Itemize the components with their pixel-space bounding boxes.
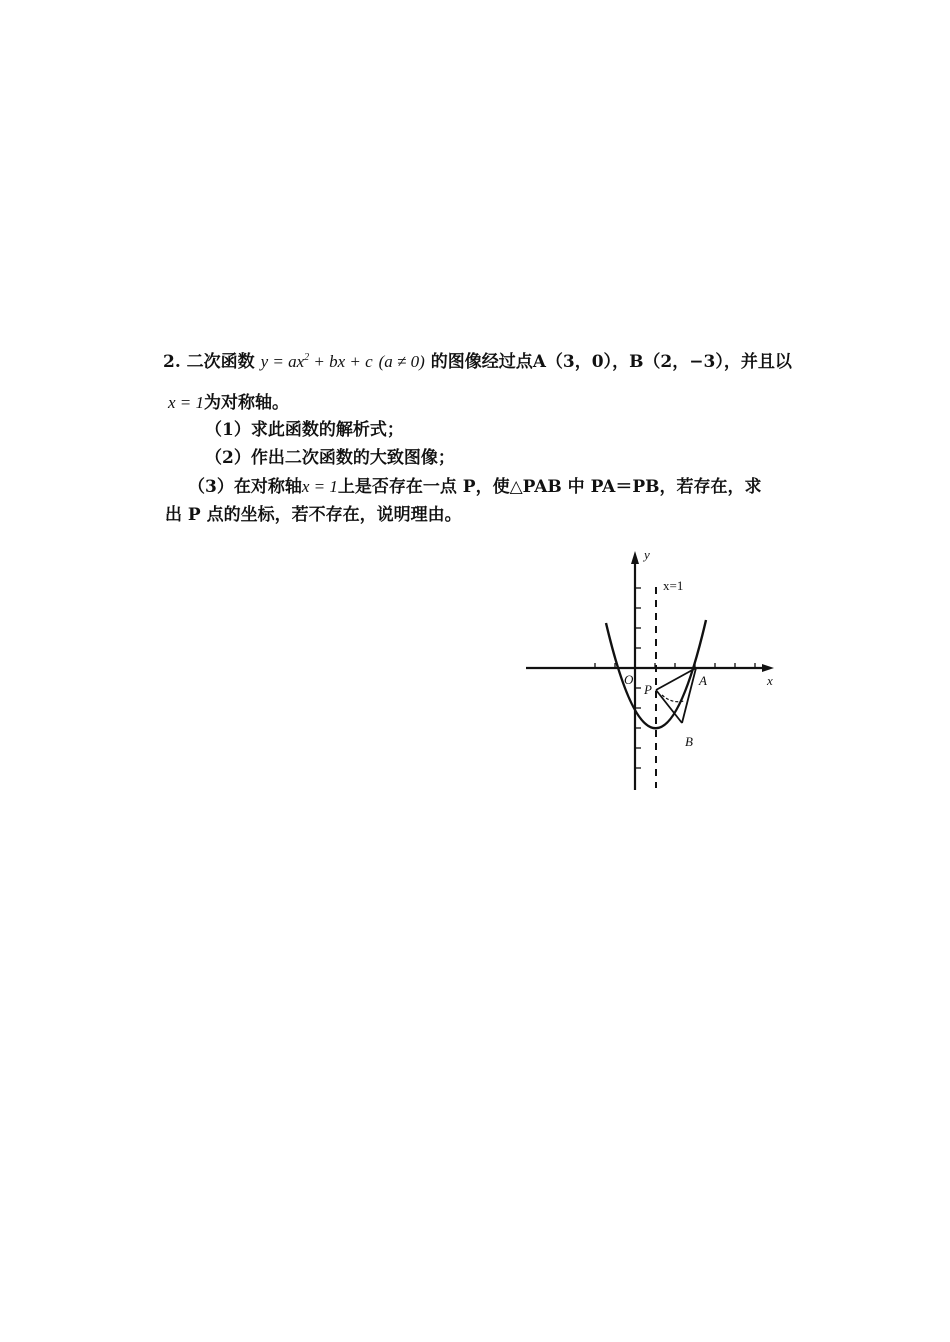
question-1-text: （1）求此函数的解析式； xyxy=(205,420,404,440)
question-3-pre: （3）在对称轴 xyxy=(188,477,302,497)
problem-intro-tail: ，并且以 xyxy=(723,352,792,372)
origin-label: O xyxy=(624,672,634,687)
question-1 xyxy=(205,419,404,441)
problem-intro-text: 二次函数 xyxy=(186,352,255,372)
question-3 xyxy=(188,476,761,498)
parabola-figure xyxy=(520,545,790,795)
problem-number: 2. xyxy=(163,352,181,372)
parabola-curve xyxy=(606,620,706,728)
separator: ， xyxy=(612,352,630,372)
question-3-line-2 xyxy=(165,504,462,526)
point-a-figure-label: A xyxy=(699,673,707,688)
point-b-figure-label: B xyxy=(685,734,693,749)
question-3-axis-equation: x = 1 xyxy=(301,477,338,496)
point-p-label: P xyxy=(644,682,652,697)
point-b-label: B（2，−3） xyxy=(629,352,724,372)
y-axis-label: y xyxy=(644,547,650,562)
question-3-post: 上是否存在一点 P，使△PAB 中 PA＝PB，若存在，求 xyxy=(337,477,762,497)
point-a-label: A（3，0） xyxy=(532,352,613,372)
x-axis-label: x xyxy=(767,673,773,688)
x-axis-arrow xyxy=(762,664,774,672)
question-3-line-2-text: 出 P 点的坐标，若不存在，说明理由。 xyxy=(165,505,462,525)
question-2-text: （2）作出二次函数的大致图像； xyxy=(205,448,455,468)
problem-line-1 xyxy=(163,347,792,373)
symmetry-axis-equation: x = 1 xyxy=(168,393,205,412)
y-axis-arrow xyxy=(631,551,639,564)
symmetry-axis-text: 为对称轴。 xyxy=(204,393,290,413)
problem-line-2 xyxy=(168,392,289,414)
symmetry-axis-label: x=1 xyxy=(663,578,684,593)
coefficient-condition: (a ≠ 0) xyxy=(378,352,425,371)
quadratic-equation: $y = ax^2$ + bx + c xyxy=(260,352,373,371)
problem-intro-text-2: 的图像经过点 xyxy=(430,352,533,372)
question-2 xyxy=(205,447,455,469)
